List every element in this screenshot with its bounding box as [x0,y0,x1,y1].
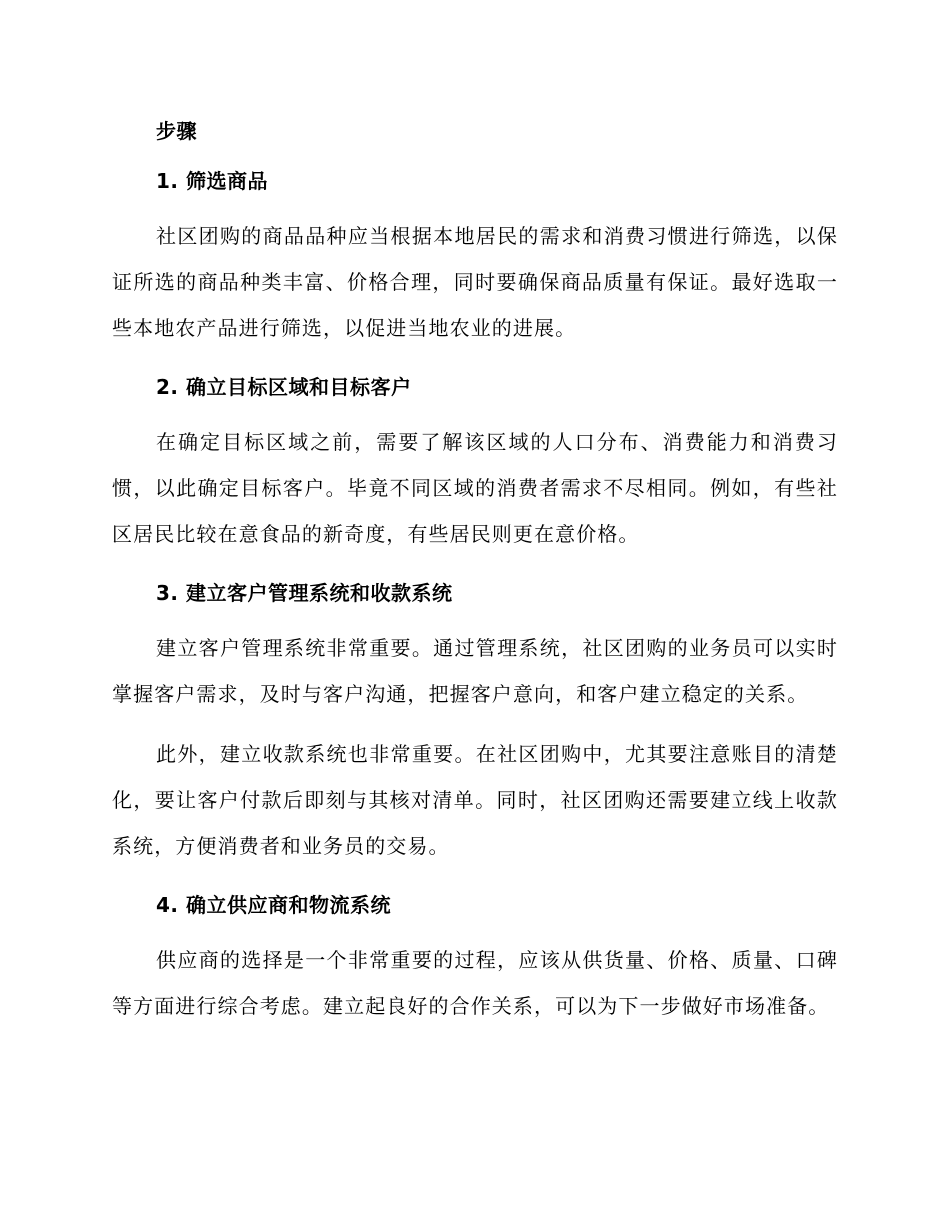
section-1-paragraph-1: 社区团购的商品品种应当根据本地居民的需求和消费习惯进行筛选，以保证所选的商品种类丰富、价格合理，同时要确保商品质量有保证。最好选取一些本地农产品进行筛选，以促进当地农业的进展。 [112,224,838,340]
section-heading-1: 1. 筛选商品 [156,169,268,193]
section-heading-2: 2. 确立目标区域和目标客户 [156,375,412,399]
section-2-paragraph-1: 在确定目标区域之前，需要了解该区域的人口分布、消费能力和消费习惯，以此确定目标客户。毕竟不同区域的消费者需求不尽相同。例如，有些社区居民比较在意食品的新奇度，有些居民则更在意价格。 [112,430,838,546]
section-heading-3: 3. 建立客户管理系统和收款系统 [156,581,453,605]
section-heading-4: 4. 确立供应商和物流系统 [156,893,391,917]
section-3-paragraph-2: 此外，建立收款系统也非常重要。在社区团购中，尤其要注意账目的清楚化，要让客户付款后即刻与其核对清单。同时，社区团购还需要建立线上收款系统，方便消费者和业务员的交易。 [112,742,838,858]
section-3-paragraph-1: 建立客户管理系统非常重要。通过管理系统，社区团购的业务员可以实时掌握客户需求，及时与客户沟通，把握客户意向，和客户建立稳定的关系。 [112,636,838,706]
section-4-paragraph-1: 供应商的选择是一个非常重要的过程，应该从供货量、价格、质量、口碑等方面进行综合考虑。建立起良好的合作关系，可以为下一步做好市场准备。 [112,948,838,1018]
document-title: 步骤 [156,119,197,143]
